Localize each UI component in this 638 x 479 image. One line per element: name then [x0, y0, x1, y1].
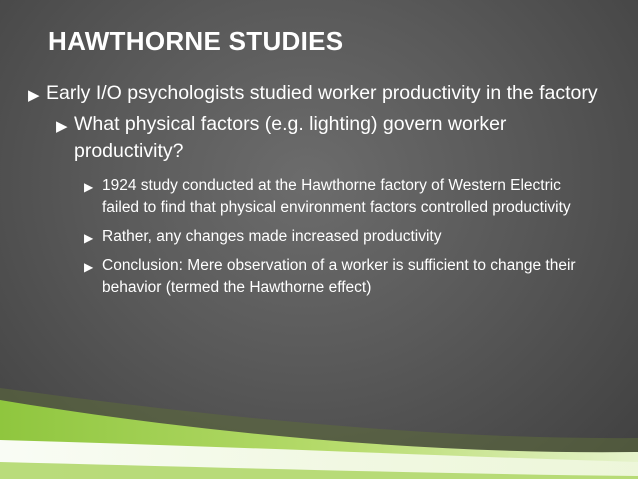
- bullet-text: Early I/O psychologists studied worker productivity in the factory: [46, 82, 598, 104]
- bullet-item-level3: [84, 255, 602, 299]
- triangle-right-icon: ▶: [84, 180, 94, 194]
- bullet-text: What physical factors (e.g. lighting) govern worker productivity?: [74, 113, 507, 162]
- triangle-right-icon: ▶: [84, 231, 94, 245]
- bullet-item-level3: [84, 175, 602, 219]
- triangle-right-icon: ▶: [28, 87, 40, 104]
- bullet-item-level2: [56, 111, 599, 165]
- bullet-text: Conclusion: Mere observation of a worker is sufficient to change their behavior (termed the Hawthorne effect): [102, 257, 576, 296]
- bullet-text: 1924 study conducted at the Hawthorne factory of Western Electric failed to find that physical environment factors controlled productivity: [102, 177, 571, 216]
- bullet-item-level3: [84, 226, 602, 248]
- slide-title: HAWTHORNE STUDIES: [48, 26, 344, 56]
- bullet-list: [0, 80, 620, 299]
- bullet-text: Rather, any changes made increased productivity: [102, 228, 442, 245]
- bullet-item-level1: [28, 80, 601, 107]
- triangle-right-icon: ▶: [56, 118, 68, 135]
- triangle-right-icon: ▶: [84, 260, 94, 274]
